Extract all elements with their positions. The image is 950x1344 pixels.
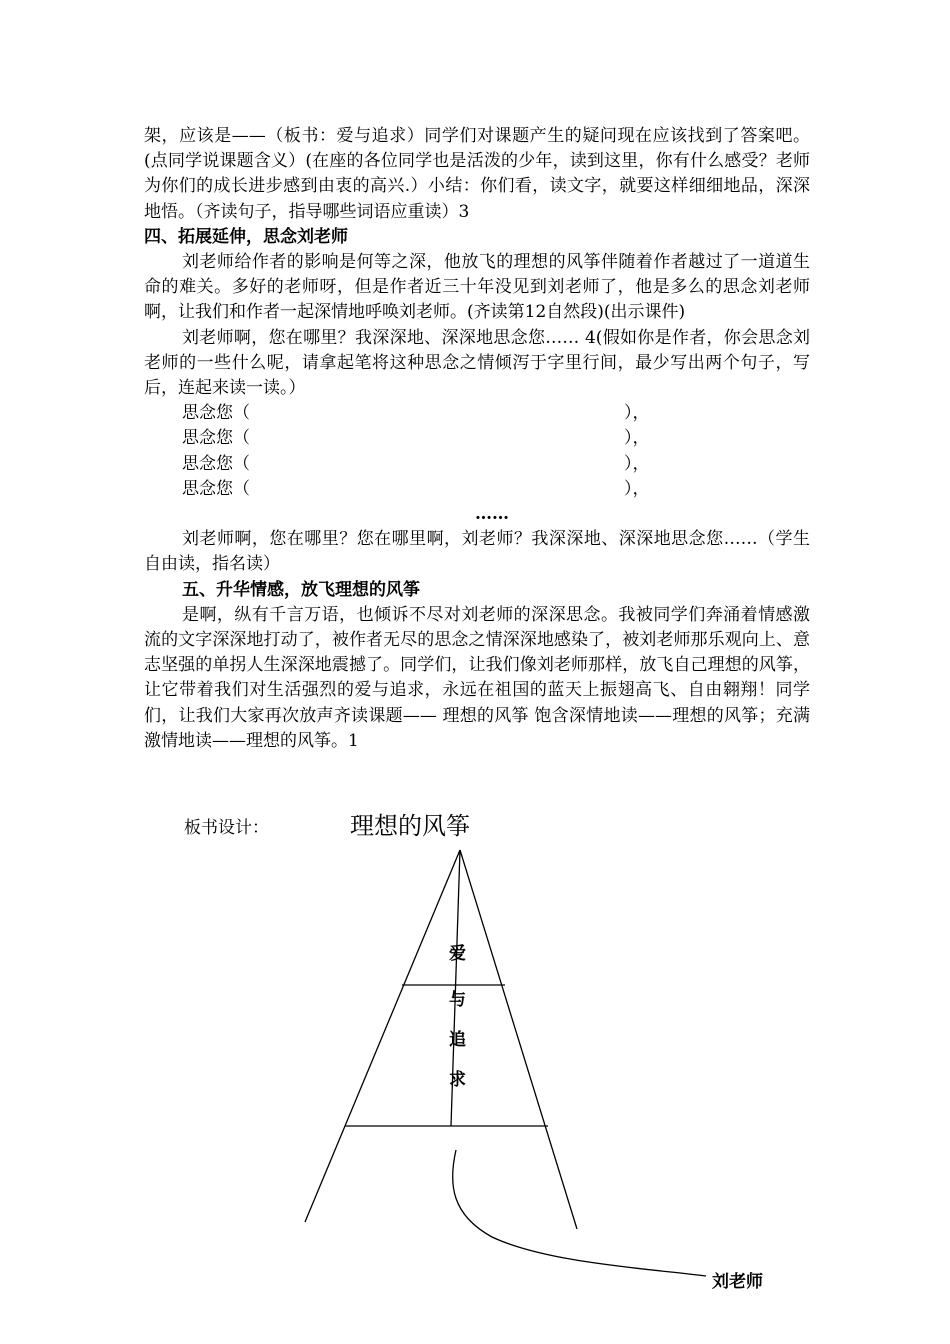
paragraph-call-teacher: 刘老师啊，您在哪里？您在哪里啊，刘老师？我深深地、深深地思念您……（学生自由读，指名读）	[144, 529, 810, 575]
paragraph-conclusion: 是啊，纵有千言万语，也倾诉不尽对刘老师的深深思念。我被同学们奔涌着情感激流的文字深深地打动了，被作者无尽的思念之情深深地感染了，被刘老师那乐观向上、意志坚强的单拐人生深深地震撼了。同学们，让我们像刘老师那样，放飞自己理想的风筝，让它带着我们对生活强烈的爱与追求，永远在祖国的蓝天上振翅高飞、自由翱翔！同学们，让我们大家再次放声齐读课题—— 理想的风筝 饱含深情地读——理想的风筝；充满激情地读——理想的风筝。1	[144, 604, 810, 751]
fill-prefix: 思念您（	[182, 453, 250, 474]
fill-suffix: ），	[624, 428, 650, 449]
section-heading-5: 五、升华情感，放飞理想的风筝	[182, 579, 420, 600]
fill-suffix: ），	[624, 478, 650, 499]
board-design-label: 板书设计：	[184, 818, 269, 838]
fill-prefix: 思念您（	[182, 478, 250, 499]
vertical-char-3: 追	[449, 1030, 466, 1050]
kite-string	[453, 1150, 706, 1276]
kite-left-edge	[305, 850, 460, 1222]
fill-prefix: 思念您（	[182, 428, 250, 449]
fill-suffix: ），	[624, 403, 650, 424]
vertical-char-1: 爱	[449, 944, 466, 964]
kite-right-edge	[460, 850, 577, 1229]
paragraph-influence: 刘老师给作者的影响是何等之深，他放飞的理想的风筝伴随着作者越过了一道道生命的难关。多好的老师呀，但是作者近三十年没见到刘老师了，他是多么的思念刘老师啊，让我们和作者一起深情地呼唤刘老师。(齐读第12自然段)(出示课件)	[144, 252, 810, 323]
paragraph-writing-task: 刘老师啊，您在哪里？我深深地、深深地思念您…… 4(假如你是作者，你会思念刘老师的一些什么呢，请拿起笔将这种思念之情倾泻于字里行间，最少写出两个句子，写后，连起来读一读。）	[144, 327, 810, 399]
fill-prefix: 思念您（	[182, 403, 250, 424]
ellipsis: ……	[475, 503, 509, 524]
fill-suffix: ），	[624, 453, 650, 474]
board-title: 理想的风筝	[350, 812, 470, 840]
teacher-label: 刘老师	[712, 1272, 763, 1292]
paragraph-answer: 架，应该是——（板书：爱与追求）同学们对课题产生的疑问现在应该找到了答案吧。(点同学说课题含义）(在座的各位同学也是活泼的少年，读到这里，你有什么感受？老师为你们的成长进步感到由衷的高兴.）小结：你们看，读文字，就要这样细细地品，深深地悟。（齐读句子，指导哪些词语应重读）3	[144, 126, 810, 222]
vertical-char-4: 求	[449, 1070, 466, 1090]
vertical-char-2: 与	[449, 990, 466, 1010]
section-heading-4: 四、拓展延伸，思念刘老师	[144, 226, 348, 247]
